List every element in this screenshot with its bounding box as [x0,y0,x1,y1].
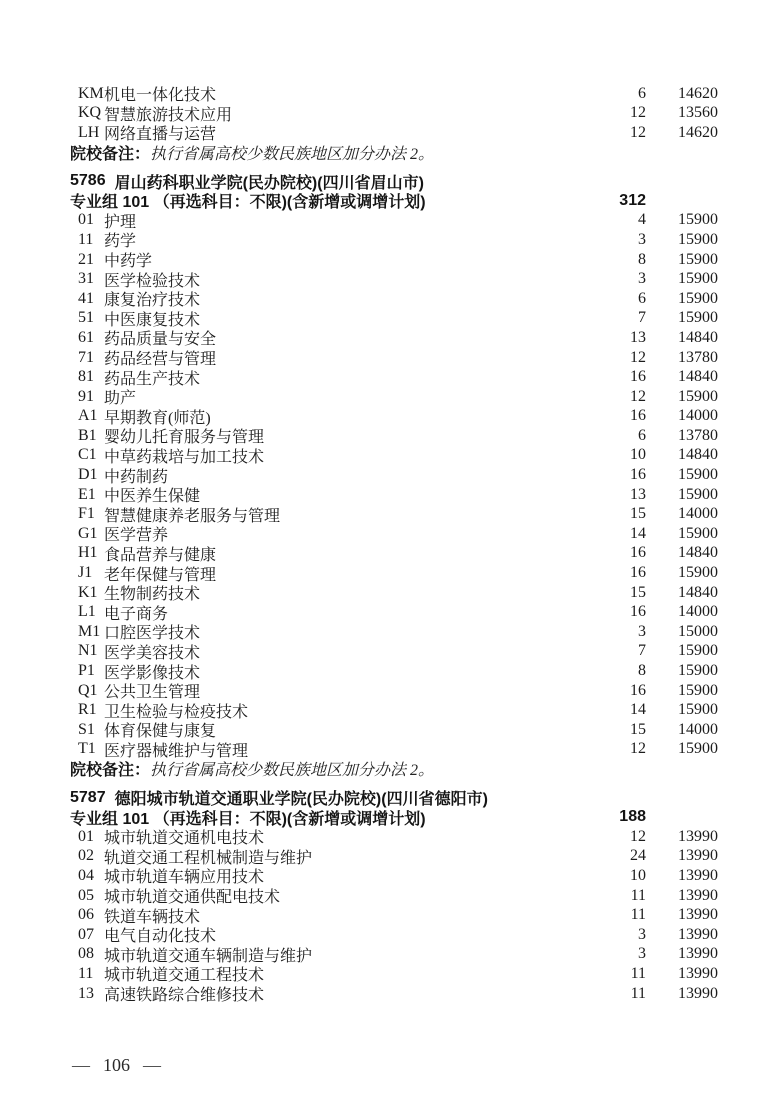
plan-count: 14 [630,701,646,719]
tuition-fee: 14620 [678,84,718,102]
major-row [70,964,718,984]
major-name: 早期教育(师范) [104,409,211,427]
major-code: 04 [78,866,94,884]
tuition-fee: 15900 [678,564,718,582]
remark-label: 院校备注： [70,762,151,780]
major-code: 05 [78,886,94,904]
plan-count: 12 [630,104,646,122]
major-group-header [70,807,718,827]
major-row [70,681,718,701]
major-code: 08 [78,945,94,963]
tuition-fee: 15900 [678,211,718,229]
plan-count: 14 [630,524,646,542]
institution-header [70,788,718,808]
plan-count: 3 [638,230,646,248]
major-name: 药品生产技术 [104,370,201,388]
major-row [70,123,718,143]
tuition-fee: 13990 [678,847,718,865]
major-code: B1 [78,426,97,444]
major-code: 02 [78,847,94,865]
tuition-fee: 13990 [678,945,718,963]
plan-count: 16 [630,407,646,425]
plan-count: 12 [630,827,646,845]
major-row [70,602,718,622]
major-name: 护理 [104,213,137,231]
major-name: 医学影像技术 [104,664,201,682]
major-name: 城市轨道交通车辆制造与维护 [104,947,313,965]
institution-header [70,171,718,191]
major-row [70,504,718,524]
major-code: 07 [78,925,94,943]
tuition-fee: 15900 [678,250,718,268]
major-code: D1 [78,466,98,484]
major-row [70,348,718,368]
tuition-fee: 13990 [678,984,718,1002]
plan-count: 8 [638,662,646,680]
tuition-fee: 14000 [678,505,718,523]
remark-label: 院校备注： [70,146,151,164]
major-name: 网络直播与运营 [104,126,217,144]
tuition-fee: 14000 [678,720,718,738]
institution-code: 5786 [70,172,106,190]
major-row [70,104,718,124]
major-code: 71 [78,348,94,366]
major-name: 城市轨道车辆应用技术 [104,869,265,887]
major-code: 11 [78,964,94,982]
major-name: 智慧健康养老服务与管理 [104,507,281,525]
plan-count: 4 [638,211,646,229]
plan-count: 6 [638,289,646,307]
tuition-fee: 14840 [678,583,718,601]
major-row [70,622,718,642]
major-name: 城市轨道交通机电技术 [104,830,265,848]
major-row [70,905,718,925]
major-code: T1 [78,740,96,758]
major-name: 卫生检验与检疫技术 [104,703,249,721]
major-row [70,211,718,231]
tuition-fee: 13990 [678,906,718,924]
tuition-fee: 15900 [678,740,718,758]
major-name: 中医养生保健 [104,488,201,506]
tuition-fee: 15900 [678,642,718,660]
major-row [70,309,718,329]
tuition-fee: 13780 [678,426,718,444]
major-row [70,289,718,309]
major-row [70,984,718,1004]
plan-count: 16 [630,681,646,699]
major-code: LH [78,123,100,141]
tuition-fee: 14840 [678,446,718,464]
major-code: C1 [78,446,97,464]
major-code: KQ [78,104,102,122]
major-row [70,367,718,387]
major-row [70,847,718,867]
major-name: 生物制药技术 [104,586,201,604]
major-code: 21 [78,250,94,268]
major-name: 中草药栽培与加工技术 [104,448,265,466]
institution-section [70,84,718,162]
major-code: F1 [78,505,95,523]
tuition-fee: 13990 [678,964,718,982]
major-code: 01 [78,211,94,229]
major-code: 81 [78,368,94,386]
major-name: 食品营养与健康 [104,546,217,564]
major-code: 13 [78,984,94,1002]
major-group-plan-total: 188 [619,808,646,826]
plan-count: 13 [630,328,646,346]
tuition-fee: 15900 [678,681,718,699]
major-row [70,563,718,583]
major-code: G1 [78,524,98,542]
major-row [70,524,718,544]
major-name: 电子商务 [104,605,169,623]
major-code: P1 [78,662,95,680]
major-row [70,544,718,564]
major-code: J1 [78,564,93,582]
major-name: 中药制药 [104,468,169,486]
major-name: 中药学 [104,253,153,271]
major-row [70,827,718,847]
major-name: 药品质量与安全 [104,331,217,349]
institution-section [70,788,718,1004]
major-name: 体育保健与康复 [104,723,217,741]
plan-count: 12 [630,348,646,366]
major-row [70,250,718,270]
tuition-fee: 15900 [678,270,718,288]
plan-count: 11 [630,906,646,924]
major-code: 06 [78,906,94,924]
tuition-fee: 14840 [678,544,718,562]
plan-count: 12 [630,740,646,758]
plan-count: 16 [630,466,646,484]
major-name: 城市轨道交通工程技术 [104,967,265,985]
page-footer [72,1055,161,1076]
major-name: 康复治疗技术 [104,292,201,310]
plan-count: 6 [638,426,646,444]
major-code: K1 [78,583,98,601]
plan-count: 15 [630,583,646,601]
tuition-fee: 15900 [678,387,718,405]
major-row [70,387,718,407]
plan-count: 16 [630,603,646,621]
plan-count: 11 [630,984,646,1002]
plan-count: 16 [630,368,646,386]
major-code: S1 [78,720,95,738]
footer-dash-right: — [143,1055,161,1075]
tuition-fee: 15900 [678,662,718,680]
tuition-fee: 15900 [678,309,718,327]
plan-count: 8 [638,250,646,268]
plan-count: 16 [630,564,646,582]
plan-count: 11 [630,886,646,904]
major-name: 城市轨道交通供配电技术 [104,889,281,907]
major-name: 轨道交通工程机械制造与维护 [104,849,313,867]
tuition-fee: 13990 [678,886,718,904]
major-row [70,583,718,603]
major-name: 公共卫生管理 [104,684,201,702]
major-code: M1 [78,622,101,640]
institution-name: 眉山药科职业学院(民办院校)(四川省眉山市) [114,174,424,192]
plan-count: 11 [630,964,646,982]
major-name: 铁道车辆技术 [104,908,201,926]
major-name: 口腔医学技术 [104,625,201,643]
major-code: Q1 [78,681,98,699]
major-row [70,886,718,906]
major-name: 婴幼儿托育服务与管理 [104,429,265,447]
major-code: 31 [78,270,94,288]
major-row [70,925,718,945]
major-code: L1 [78,603,96,621]
major-row [70,407,718,427]
plan-count: 10 [630,866,646,884]
major-code: R1 [78,701,97,719]
plan-count: 12 [630,387,646,405]
major-code: N1 [78,642,98,660]
tuition-fee: 14840 [678,368,718,386]
major-row [70,230,718,250]
major-row [70,426,718,446]
major-name: 电气自动化技术 [104,928,217,946]
major-name: 医疗器械维护与管理 [104,742,249,760]
major-row [70,945,718,965]
plan-count: 16 [630,544,646,562]
tuition-fee: 13560 [678,104,718,122]
major-code: KM [78,84,104,102]
major-code: E1 [78,485,96,503]
remark-line [70,143,718,163]
major-row [70,328,718,348]
major-name: 机电一体化技术 [104,87,217,105]
major-code: 01 [78,827,94,845]
major-row [70,642,718,662]
plan-count: 3 [638,270,646,288]
major-name: 药学 [104,233,137,251]
plan-count: 7 [638,642,646,660]
content-area [70,84,718,1003]
major-group-label: 专业组 101 （再选科目：不限)(含新增或调增计划) [70,810,426,828]
major-row [70,485,718,505]
tuition-fee: 13990 [678,925,718,943]
major-row [70,740,718,760]
remark-line [70,759,718,779]
tuition-fee: 14840 [678,328,718,346]
tuition-fee: 14000 [678,407,718,425]
major-code: 51 [78,309,94,327]
major-group-header [70,191,718,211]
tuition-fee: 14000 [678,603,718,621]
major-code: 41 [78,289,94,307]
major-name: 高速铁路综合维修技术 [104,987,265,1005]
major-row [70,269,718,289]
tuition-fee: 15900 [678,289,718,307]
tuition-fee: 15900 [678,485,718,503]
major-code: 91 [78,387,94,405]
tuition-fee: 15900 [678,230,718,248]
plan-count: 6 [638,84,646,102]
major-row [70,661,718,681]
major-code: H1 [78,544,98,562]
major-row [70,446,718,466]
major-name: 药品经营与管理 [104,351,217,369]
major-row [70,465,718,485]
tuition-fee: 15900 [678,524,718,542]
plan-count: 3 [638,622,646,640]
institution-code: 5787 [70,788,106,806]
tuition-fee: 13990 [678,827,718,845]
plan-count: 7 [638,309,646,327]
institution-section [70,171,718,778]
major-name: 医学美容技术 [104,644,201,662]
major-group-label: 专业组 101 （再选科目：不限)(含新增或调增计划) [70,194,426,212]
tuition-fee: 15000 [678,622,718,640]
tuition-fee: 13780 [678,348,718,366]
major-row [70,700,718,720]
footer-dash-left: — [72,1055,90,1075]
tuition-fee: 13990 [678,866,718,884]
page-number: 106 [103,1055,130,1075]
plan-count: 12 [630,123,646,141]
plan-count: 13 [630,485,646,503]
major-row [70,84,718,104]
plan-count: 15 [630,505,646,523]
plan-count: 3 [638,925,646,943]
plan-count: 10 [630,446,646,464]
major-name: 助产 [104,390,137,408]
major-row [70,866,718,886]
major-name: 医学营养 [104,527,169,545]
plan-count: 15 [630,720,646,738]
remark-text: 执行省属高校少数民族地区加分办法 2。 [150,762,435,780]
major-code: A1 [78,407,98,425]
major-name: 医学检验技术 [104,272,201,290]
remark-text: 执行省属高校少数民族地区加分办法 2。 [150,146,435,164]
major-group-plan-total: 312 [619,191,646,209]
tuition-fee: 15900 [678,701,718,719]
tuition-fee: 14620 [678,123,718,141]
major-name: 老年保健与管理 [104,566,217,584]
major-code: 11 [78,230,94,248]
tuition-fee: 15900 [678,466,718,484]
plan-count: 3 [638,945,646,963]
institution-name: 德阳城市轨道交通职业学院(民办院校)(四川省德阳市) [114,791,488,809]
plan-count: 24 [630,847,646,865]
major-name: 中医康复技术 [104,311,201,329]
major-code: 61 [78,328,94,346]
major-row [70,720,718,740]
major-name: 智慧旅游技术应用 [104,106,233,124]
